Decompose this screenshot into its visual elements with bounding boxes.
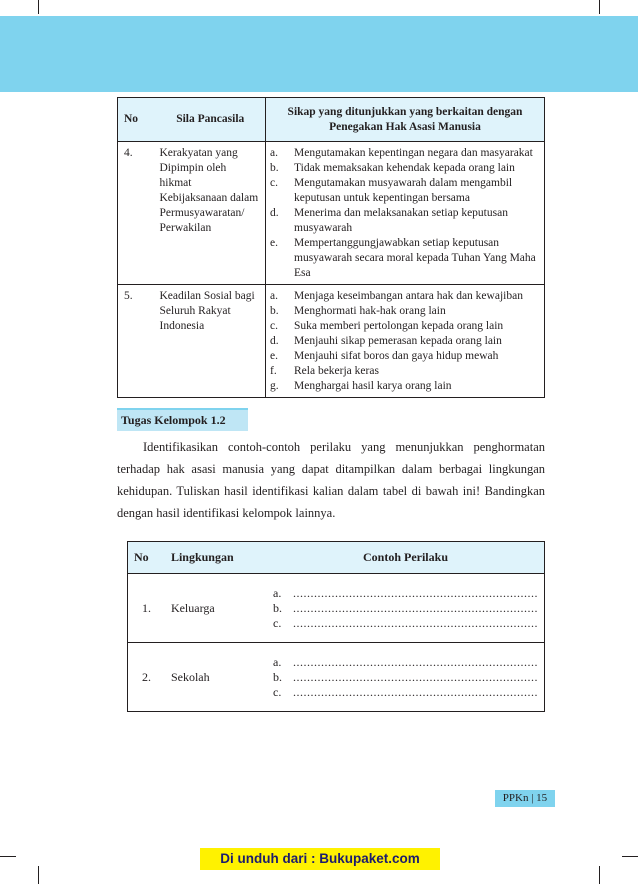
header-sikap: Sikap yang ditunjukkan yang berkaitan dengan Penegakan Hak Asasi Manusia [266,98,545,142]
crop-mark [622,856,638,857]
table-row [118,285,545,398]
crop-mark [38,0,39,14]
tugas-label: Tugas Kelompok 1.2 [117,408,248,431]
row-number: 4. [118,142,156,285]
lingkungan-name: Keluarga [165,574,267,643]
crop-mark [599,0,600,14]
lingkungan-name: Sekolah [165,643,267,712]
instruction-paragraph [117,436,545,524]
instruction-text: Identifikasikan contoh-contoh perilaku yang menunjukkan penghormatan terhadap hak asasi manusia yang dapat ditampilkan dalam berbagai lingkungan kehidupan. Tuliskan hasil identifikasi kalian dalam tabel di bawah ini! Bandingkan dengan hasil identifikasi kelompok lainnya. [117,440,545,520]
crop-mark [38,866,39,884]
list-item: c. Suka memberi pertolongan kepada orang lain [270,320,504,332]
crop-mark [0,856,16,857]
header-band [0,16,638,92]
sila-table [117,97,545,398]
answer-lines [267,574,545,643]
list-item: e. Mempertanggungjawabkan setiap keputusan musyawarah secara moral kepada Tuhan Yang Maha Esa [270,237,536,279]
list-item: e. Menjauhi sifat boros dan gaya hidup mewah [270,350,499,362]
header-no: No [118,98,156,142]
sila-name: Kerakyatan yang Dipimpin oleh hikmat Kebijaksanaan dalam Permusyawaratan/ Perwakilan [156,142,266,285]
answer-line[interactable]: a. ...................................................................... [273,654,538,669]
list-item: b. Menghormati hak-hak orang lain [270,305,446,317]
table-row [128,643,545,712]
sikap-list [266,285,545,398]
table-header-row [118,98,545,142]
row-number: 1. [128,574,165,643]
list-item: d. Menerima dan melaksanakan setiap keputusan musyawarah [270,207,508,234]
row-number: 5. [118,285,156,398]
header-lingkungan: Lingkungan [165,542,267,574]
header-sila: Sila Pancasila [156,98,266,142]
list-item: b. Tidak memaksakan kehendak kepada orang lain [270,162,515,174]
list-item: a. Mengutamakan kepentingan negara dan masyarakat [270,147,533,159]
table-header-row [128,542,545,574]
worksheet-table [127,541,545,712]
answer-line[interactable]: b. ...................................................................... [273,600,538,615]
table-row [128,574,545,643]
header-no: No [128,542,165,574]
crop-mark [599,866,600,884]
answer-line[interactable]: c. ...................................................................... [273,615,538,630]
list-item: g. Menghargai hasil karya orang lain [270,380,452,392]
sila-name: Keadilan Sosial bagi Seluruh Rakyat Indonesia [156,285,266,398]
header-contoh: Contoh Perilaku [267,542,545,574]
download-source-link[interactable]: Di unduh dari : Bukupaket.com [200,848,440,870]
list-item: f. Rela bekerja keras [270,365,379,377]
sikap-list [266,142,545,285]
row-number: 2. [128,643,165,712]
answer-line[interactable]: b. ...................................................................... [273,669,538,684]
page-number-badge: PPKn | 15 [495,790,555,807]
list-item: a. Menjaga keseimbangan antara hak dan kewajiban [270,290,523,302]
table-row [118,142,545,285]
answer-line[interactable]: c. ...................................................................... [273,684,538,699]
answer-line[interactable]: a. ...................................................................... [273,585,538,600]
list-item: c. Mengutamakan musyawarah dalam mengambil keputusan untuk kepentingan bersama [270,177,513,204]
list-item: d. Menjauhi sikap pemerasan kepada orang lain [270,335,502,347]
answer-lines [267,643,545,712]
